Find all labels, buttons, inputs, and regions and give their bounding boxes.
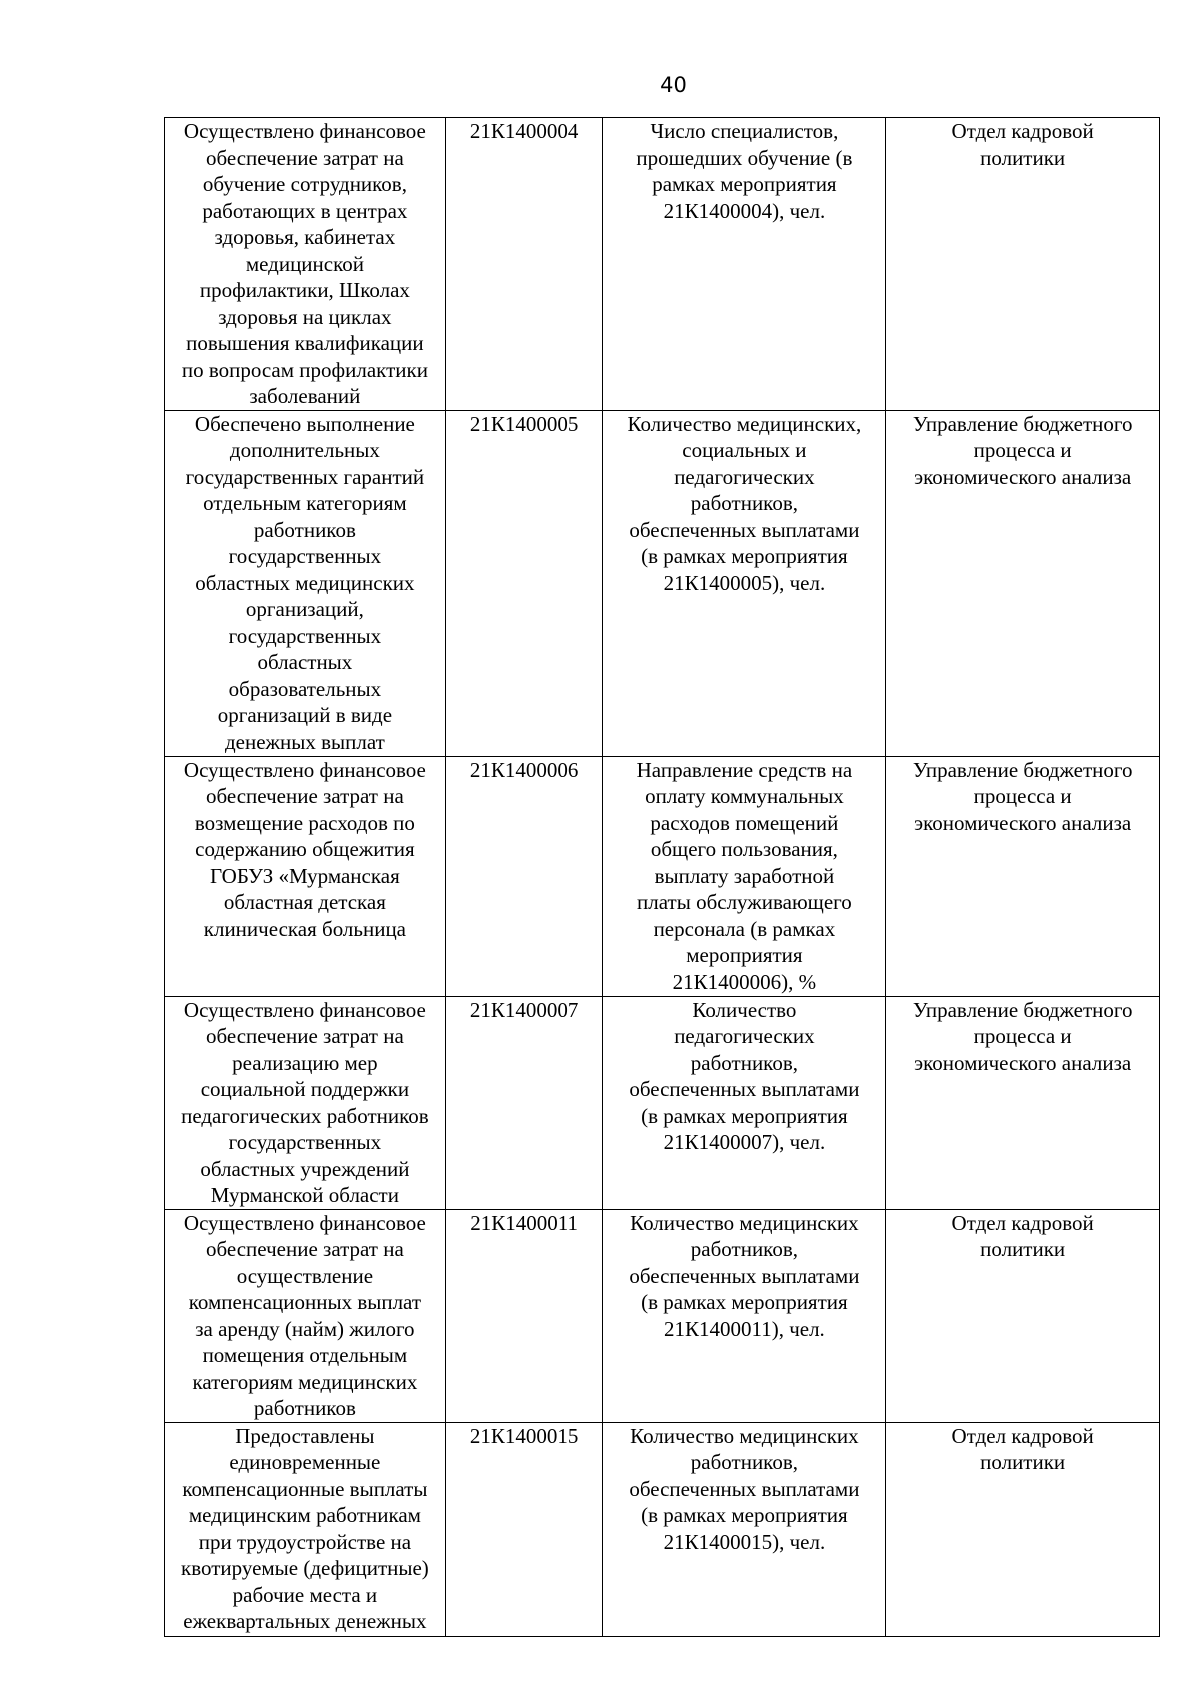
indicator-cell: Количество медицинских, социальных и педагогических работников, обеспеченных выплатами (в рамках мероприятия 21К1400005), чел. <box>603 410 886 756</box>
table-row <box>165 756 1160 996</box>
code-cell: 21К1400011 <box>445 1209 603 1422</box>
table-row <box>165 410 1160 756</box>
activities-table <box>164 117 1160 1637</box>
indicator-cell: Количество медицинских работников, обеспеченных выплатами (в рамках мероприятия 21К1400011), чел. <box>603 1209 886 1422</box>
result-cell: Предоставлены единовременные компенсационные выплаты медицинским работникам при трудоустройстве на квотируемые (дефицитные) рабочие места и ежеквартальных денежных <box>165 1422 446 1636</box>
department-cell: Отдел кадровой политики <box>886 1209 1160 1422</box>
code-cell: 21К1400007 <box>445 996 603 1209</box>
department-cell: Управление бюджетного процесса и экономического анализа <box>886 996 1160 1209</box>
table-row <box>165 1422 1160 1636</box>
result-cell: Осуществлено финансовое обеспечение затрат на осуществление компенсационных выплат за аренду (найм) жилого помещения отдельным категориям медицинских работников <box>165 1209 446 1422</box>
page-number: 40 <box>660 73 687 97</box>
table-row <box>165 996 1160 1209</box>
result-cell: Осуществлено финансовое обеспечение затрат на возмещение расходов по содержанию общежития ГОБУЗ «Мурманская областная детская клиническая больница <box>165 756 446 996</box>
result-cell: Осуществлено финансовое обеспечение затрат на обучение сотрудников, работающих в центрах здоровья, кабинетах медицинской профилактики, Школах здоровья на циклах повышения квалификации по вопросам профилактики заболеваний <box>165 118 446 411</box>
department-cell: Управление бюджетного процесса и экономического анализа <box>886 756 1160 996</box>
indicator-cell: Количество медицинских работников, обеспеченных выплатами (в рамках мероприятия 21К1400015), чел. <box>603 1422 886 1636</box>
result-cell: Осуществлено финансовое обеспечение затрат на реализацию мер социальной поддержки педагогических работников государственных областных учреждений Мурманской области <box>165 996 446 1209</box>
code-cell: 21К1400006 <box>445 756 603 996</box>
indicator-cell: Количество педагогических работников, обеспеченных выплатами (в рамках мероприятия 21К1400007), чел. <box>603 996 886 1209</box>
indicator-cell: Направление средств на оплату коммунальных расходов помещений общего пользования, выплату заработной платы обслуживающего персонала (в рамках мероприятия 21К1400006), % <box>603 756 886 996</box>
indicator-cell: Число специалистов, прошедших обучение (в рамках мероприятия 21К1400004), чел. <box>603 118 886 411</box>
result-cell: Обеспечено выполнение дополнительных государственных гарантий отдельным категориям работников государственных областных медицинских организаций, государственных областных образовательных организаций в виде денежных выплат <box>165 410 446 756</box>
department-cell: Управление бюджетного процесса и экономического анализа <box>886 410 1160 756</box>
code-cell: 21К1400004 <box>445 118 603 411</box>
code-cell: 21К1400005 <box>445 410 603 756</box>
department-cell: Отдел кадровой политики <box>886 1422 1160 1636</box>
code-cell: 21К1400015 <box>445 1422 603 1636</box>
table-row <box>165 118 1160 411</box>
department-cell: Отдел кадровой политики <box>886 118 1160 411</box>
table-row <box>165 1209 1160 1422</box>
